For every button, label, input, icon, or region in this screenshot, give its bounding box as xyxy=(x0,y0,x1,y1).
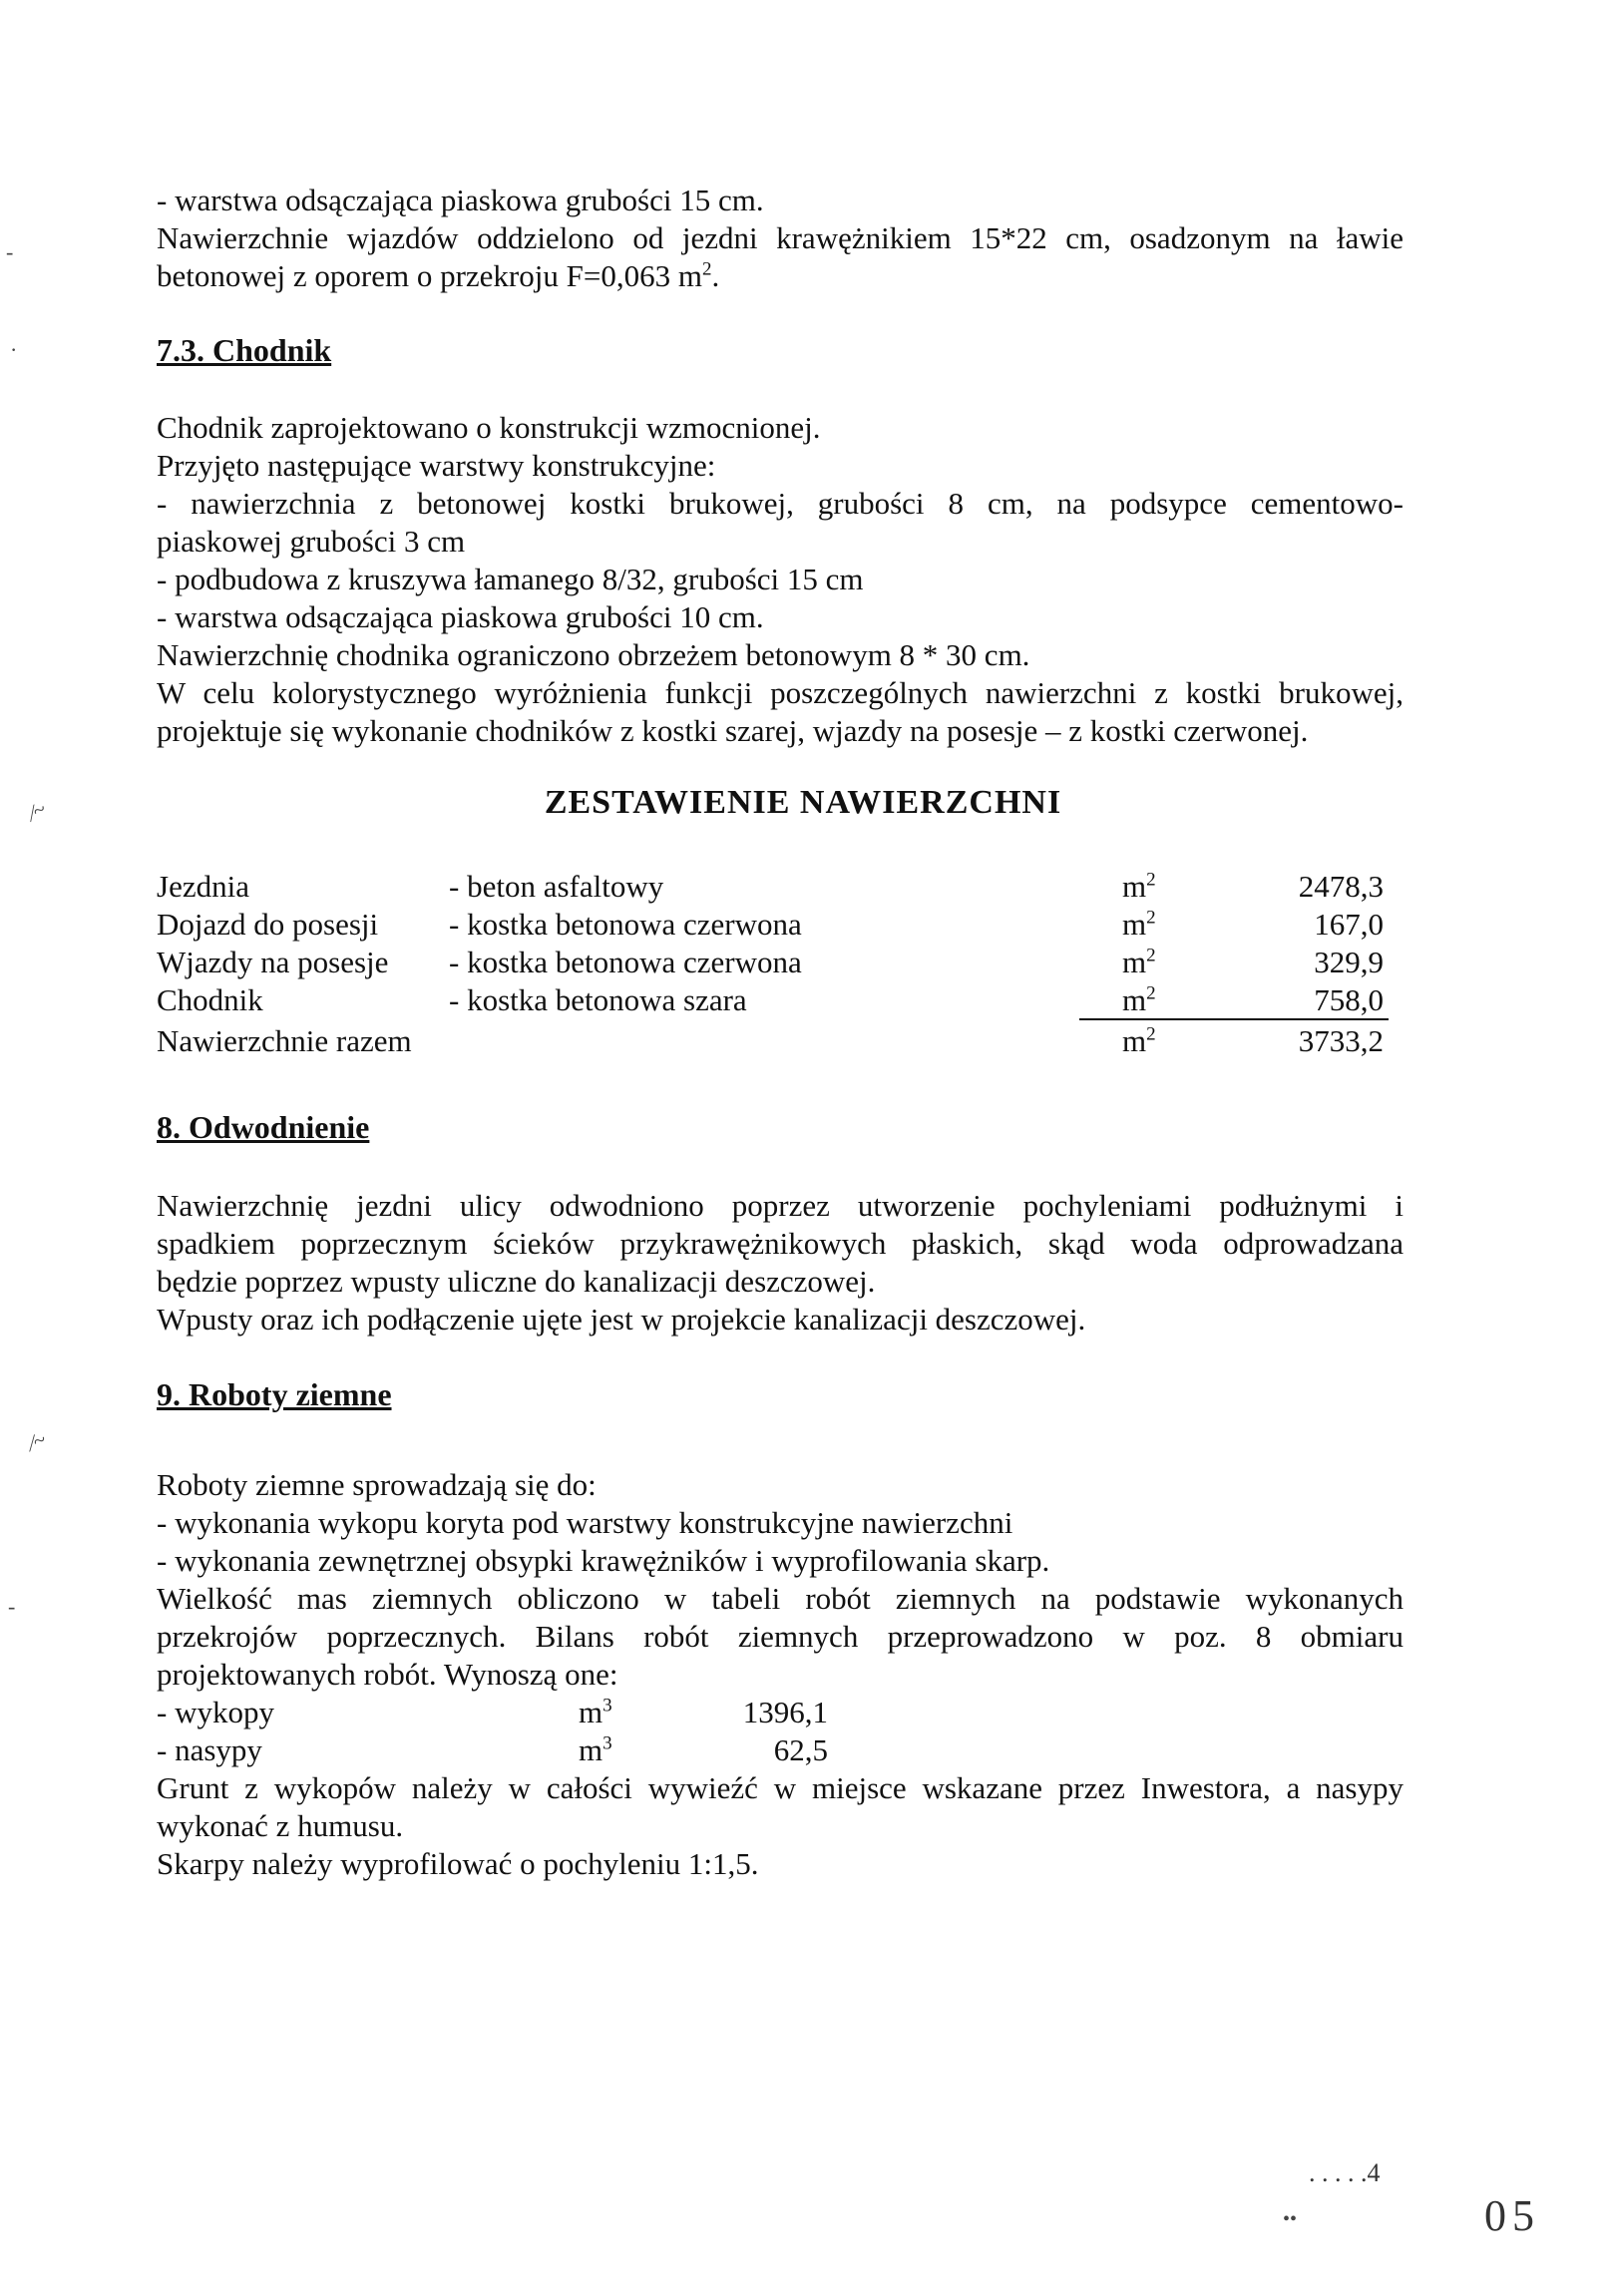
summary-row-material: - kostka betonowa czerwona xyxy=(449,945,802,979)
earthworks-line: Roboty ziemne sprowadzają się do: xyxy=(157,1467,597,1502)
summary-row-name: Wjazdy na posesje xyxy=(157,945,389,979)
drainage-line: będzie poprzez wpusty uliczne do kanalizacji deszczowej. xyxy=(157,1264,876,1299)
earthworks-item-unit: $m^3$ xyxy=(579,1732,612,1767)
margin-mark: - xyxy=(8,1594,16,1619)
chodnik-line: - nawierzchnia z betonowej kostki brukowej, grubości 8 cm, na podsypce cementowo- xyxy=(157,486,1404,521)
earthworks-line: Wielkość mas ziemnych obliczono w tabeli robót ziemnych na podstawie wykonanych xyxy=(157,1581,1404,1616)
drainage-line: Wpusty oraz ich podłączenie ujęte jest w projekcie kanalizacji deszczowej. xyxy=(157,1302,1086,1337)
summary-row-value: 167,0 xyxy=(1314,907,1384,942)
summary-row-unit: $m^2$ xyxy=(1122,907,1156,942)
margin-mark: •• xyxy=(1283,2208,1298,2230)
summary-row-material: - kostka betonowa szara xyxy=(449,982,747,1017)
summary-row-material: - beton asfaltowy xyxy=(449,869,664,904)
intro-line-2: Nawierzchnie wjazdów oddzielono od jezdni krawężnikiem 15*22 cm, osadzonym na ławie xyxy=(157,220,1404,255)
section-9-heading: 9. Roboty ziemne xyxy=(157,1376,392,1412)
summary-row-material: - kostka betonowa czerwona xyxy=(449,907,802,942)
earthworks-line: projektowanych robót. Wynoszą one: xyxy=(157,1657,618,1692)
summary-row-value: 2478,3 xyxy=(1298,869,1384,904)
earthworks-after-line: wykonać z humusu. xyxy=(157,1808,404,1843)
summary-row-name: Chodnik xyxy=(157,982,263,1017)
earthworks-item-value: 1396,1 xyxy=(742,1695,828,1729)
intro-line-1: - warstwa odsączająca piaskowa grubości 15 cm. xyxy=(157,183,764,217)
summary-row-value: 329,9 xyxy=(1314,945,1384,979)
drainage-line: spadkiem poprzecznym ścieków przykrawężnikowych płaskich, skąd woda odprowadzana xyxy=(157,1226,1404,1261)
earthworks-item-name: - nasypy xyxy=(157,1732,262,1767)
chodnik-line: piaskowej grubości 3 cm xyxy=(157,524,466,559)
chodnik-line: - warstwa odsączająca piaskowa grubości 10 cm. xyxy=(157,599,764,634)
summary-row-value: 758,0 xyxy=(1314,982,1384,1017)
earthworks-item-name: - wykopy xyxy=(157,1695,274,1729)
earthworks-line: - wykonania wykopu koryta pod warstwy konstrukcyjne nawierzchni xyxy=(157,1505,1013,1540)
page-number: . . . . .4 xyxy=(1309,2158,1381,2187)
summary-row-unit: $m^2$ xyxy=(1122,982,1156,1017)
chodnik-line: Chodnik zaprojektowano o konstrukcji wzmocnionej. xyxy=(157,410,821,445)
margin-mark: ⁄~ xyxy=(26,1426,50,1455)
intro-line-3: betonowej z oporem o przekroju F=0,063 $m^2$. xyxy=(157,258,720,293)
chodnik-line: projektuje się wykonanie chodników z kostki szarej, wjazdy na posesje – z kostki czerwonej. xyxy=(157,713,1309,748)
drainage-line: Nawierzchnię jezdni ulicy odwodniono poprzez utworzenie pochyleniami podłużnymi i xyxy=(157,1188,1404,1223)
summary-total-name: Nawierzchnie razem xyxy=(157,1023,412,1058)
section-8-heading: 8. Odwodnienie xyxy=(157,1109,370,1145)
earthworks-line: - wykonania zewnętrznej obsypki krawężników i wyprofilowania skarp. xyxy=(157,1543,1050,1578)
summary-row-name: Dojazd do posesji xyxy=(157,907,379,942)
chodnik-line: Przyjęto następujące warstwy konstrukcyjne: xyxy=(157,448,716,483)
chodnik-line: Nawierzchnię chodnika ograniczono obrzeżem betonowym 8 * 30 cm. xyxy=(157,637,1030,672)
chodnik-line: W celu kolorystycznego wyróżnienia funkcji poszczególnych nawierzchni z kostki brukowej, xyxy=(157,675,1404,710)
chodnik-line: - podbudowa z kruszywa łamanego 8/32, grubości 15 cm xyxy=(157,562,864,596)
margin-mark: ⁄~ xyxy=(25,795,50,826)
summary-row-unit: $m^2$ xyxy=(1122,869,1156,904)
section-7-3-heading: 7.3. Chodnik xyxy=(157,332,332,368)
summary-total-rule xyxy=(1079,1018,1389,1020)
summary-total-unit: $m^2$ xyxy=(1122,1023,1156,1058)
page-stamp: 05 xyxy=(1484,2191,1540,2240)
summary-row-name: Jezdnia xyxy=(157,869,249,904)
margin-mark: · xyxy=(10,337,18,362)
margin-mark: - xyxy=(6,239,14,264)
earthworks-item-value: 62,5 xyxy=(773,1732,828,1767)
summary-row-unit: $m^2$ xyxy=(1122,945,1156,979)
earthworks-item-unit: $m^3$ xyxy=(579,1695,612,1729)
summary-title: ZESTAWIENIE NAWIERZCHNI xyxy=(544,784,1062,821)
earthworks-after-line: Grunt z wykopów należy w całości wywieźć w miejsce wskazane przez Inwestora, a nasypy xyxy=(157,1770,1404,1805)
summary-total-value: 3733,2 xyxy=(1298,1023,1384,1058)
earthworks-line: przekrojów poprzecznych. Bilans robót ziemnych przeprowadzono w poz. 8 obmiaru xyxy=(157,1619,1404,1654)
earthworks-after-line: Skarpy należy wyprofilować o pochyleniu 1:1,5. xyxy=(157,1846,759,1881)
